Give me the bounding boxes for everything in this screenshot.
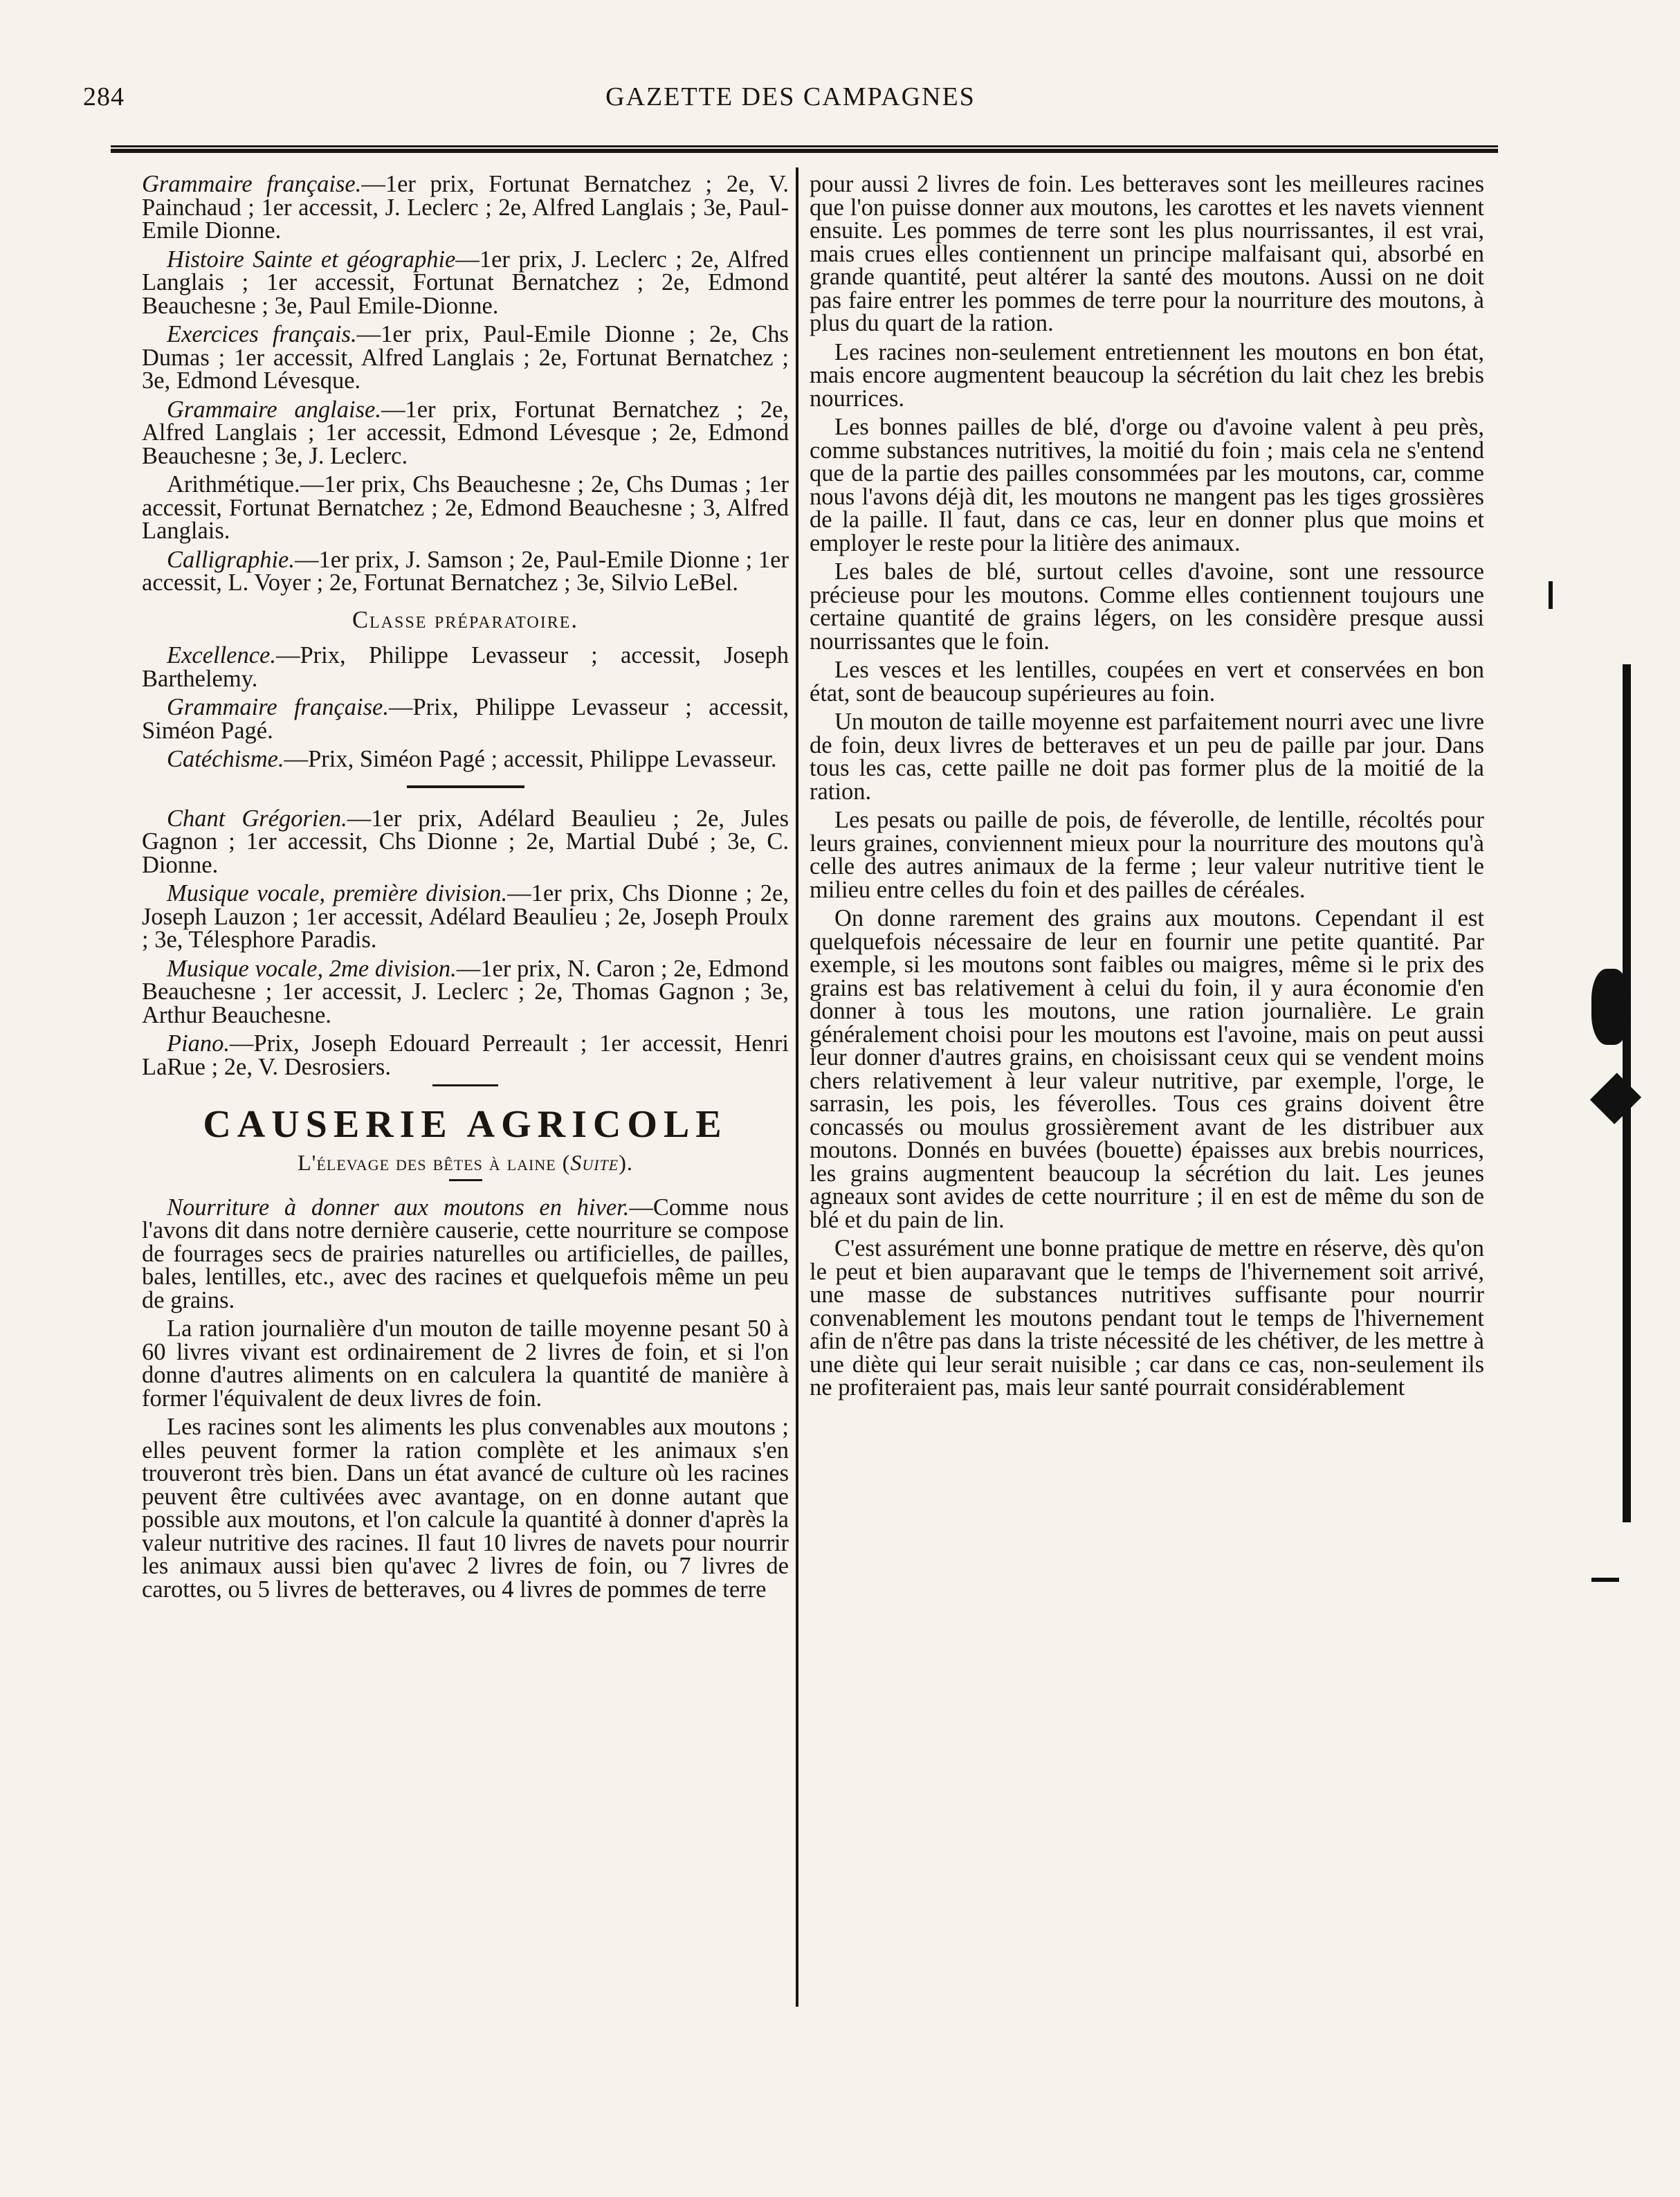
prize-entry: Catéchisme.—Prix, Siméon Pagé ; accessit, Philippe Levasseur. xyxy=(167,746,777,772)
prize-entry: Piano.—Prix, Joseph Edouard Perreault ; 1er accessit, Henri LaRue ; 2e, V. Desrosiers. xyxy=(142,1030,789,1080)
prize-entry: Excellence.—Prix, Philippe Levasseur ; accessit, Joseph Barthelemy. xyxy=(142,642,789,692)
article-paragraph: Un mouton de taille moyenne est parfaitement nourri avec une livre de foin, deux livres de betteraves et un peu de paille par jour. Dans tous les cas, cette paille ne doit pas former plus de la moitié de la ration. xyxy=(810,709,1484,805)
prize-entry: Musique vocale, première division.—1er prix, Chs Dionne ; 2e, Joseph Lauzon ; 1er accessit, Adélard Beaulieu ; 2e, Joseph Proulx ; 3e, Télesphore Paradis. xyxy=(142,880,789,953)
prize-entry: Musique vocale, 2me division.—1er prix, N. Caron ; 2e, Edmond Beauchesne ; 1er accessit, J. Leclerc ; 2e, Thomas Gagnon ; 3e, Arthur Beauchesne. xyxy=(142,955,789,1028)
article-paragraph: On donne rarement des grains aux moutons. Cependant il est quelquefois nécessaire de leur en fournir une petite quantité. Par exemple, si les moutons sont faibles ou maigres, même si le prix des grains est bas relativement à celui du foin, il y aura économie d'en donner à tous les moutons, une ration journalière. Le grain généralement choisi pour les moutons est l'avoine, mais on peut aussi leur donner d'autres grains, en choisissant ceux qui se vendent moins chers relativement à leur valeur nutritive, par exemple, l'orge, le sarrasin, les pois, les féverolles. Tous ces grains doivent être concassés ou moulus grossièrement avant de les distribuer aux moutons. Donnés en buvées (bouette) épaisses aux brebis nourrices, les grains augmentent beaucoup la sécrétion du lait. Les jeunes agneaux sont avides de cette nourriture ; il en est de même du son de blé et du pain de lin. xyxy=(810,905,1484,1233)
article-paragraph: Les vesces et les lentilles, coupées en vert et conservées en bon état, sont de beaucoup supérieures au foin. xyxy=(810,657,1484,706)
ink-blot xyxy=(1590,1073,1641,1124)
article-paragraph: Les bales de blé, surtout celles d'avoine, sont une ressource précieuse pour les moutons. Comme elles contiennent toujours une certaine quantité de grains légers, on les considère presque aussi nourrissantes que le foin. xyxy=(810,558,1484,655)
section-title: CAUSERIE AGRICOLE xyxy=(203,1103,728,1146)
article-paragraph: C'est assurément une bonne pratique de mettre en réserve, dès qu'on le peut et bien auparavant que le temps de l'hivernement soit arrivé, une masse de substances nutritives suffisante pour nourrir convenablement les moutons pendant tout le temps de l'hivernement afin de n'être pas dans la triste nécessité de les chétiver, de les mettre à une diète qui leur serait nuisible ; car dans ce cas, non-seulement ils ne profiteraient pas, mais leur santé pourrait considérablement xyxy=(810,1235,1484,1401)
column-divider xyxy=(796,167,798,2007)
article-paragraph: Nourriture à donner aux moutons en hiver.—Comme nous l'avons dit dans notre dernière causerie, cette nourriture se compose de fourrages secs de prairies naturelles ou artificielles, de pailles, bales, lentilles, etc., avec des racines et quelquefois même un peu de grains. xyxy=(142,1194,789,1313)
page-title: GAZETTE DES CAMPAGNES xyxy=(605,82,976,111)
prize-entry: Histoire Sainte et géographie—1er prix, J. Leclerc ; 2e, Alfred Langlais ; 1er accessit, Fortunat Bernatchez ; 2e, Edmond Beauchesne ; 3e, Paul Emile-Dionne. xyxy=(142,246,789,319)
prize-entry: Grammaire française.—1er prix, Fortunat Bernatchez ; 2e, V. Painchaud ; 1er accessit, J. Leclerc ; 2e, Alfred Langlais ; 3e, Paul-Emile Dionne. xyxy=(142,171,789,244)
section-divider xyxy=(432,1084,498,1086)
article-paragraph: pour aussi 2 livres de foin. Les betteraves sont les meilleures racines que l'on puisse donner aux moutons, les carottes et les navets viennent ensuite. Les pommes de terre sont les plus nourrissantes, il est vrai, mais crues elles contiennent un principe malfaisant qui, absorbé en grande quantité, peut altérer la santé des moutons. Aussi on ne doit pas faire entrer les pommes de terre pour la nourriture des moutons, à plus du quart de la ration. xyxy=(810,171,1484,336)
prize-entry: Grammaire anglaise.—1er prix, Fortunat Bernatchez ; 2e, Alfred Langlais ; 1er accessit, Edmond Lévesque ; 2e, Edmond Beauchesne ; 3e, J. Leclerc. xyxy=(142,396,789,469)
header-rule xyxy=(111,145,1498,153)
article-paragraph: La ration journalière d'un mouton de taille moyenne pesant 50 à 60 livres vivant est ordinairement de 2 livres de foin, et si l'on donne d'autres aliments on en calculera la quantité de manière à former l'équivalent de deux livres de foin. xyxy=(142,1315,789,1412)
ink-mark xyxy=(1591,1578,1619,1582)
prize-entry: Grammaire française.—Prix, Philippe Levasseur ; accessit, Siméon Pagé. xyxy=(142,694,789,744)
article-paragraph: Les racines non-seulement entretiennent les moutons en bon état, mais encore augmentent beaucoup la sécrétion du lait chez les brebis nourrices. xyxy=(810,338,1484,412)
article-paragraph: Les racines sont les aliments les plus convenables aux moutons ; elles peuvent former la ration complète et les animaux s'en trouveront très bien. Dans un état avancé de culture où les racines peuvent être cultivées avec avantage, on en donne autant que possible aux moutons, et l'on calcule la quantité à donner d'après la valeur nutritive des racines. Il faut 10 livres de navets pour nourrir les animaux aussi bien qu'avec 2 livres de foin, ou 7 livres de carottes, ou 5 livres de betteraves, ou 4 livres de pommes de terre xyxy=(142,1414,789,1603)
ink-blot xyxy=(1591,969,1629,1045)
section-subtitle: L'élevage des bêtes à laine (Suite). xyxy=(298,1150,633,1175)
section-divider xyxy=(407,785,524,788)
subtitle-rule xyxy=(449,1179,482,1181)
page-number: 284 xyxy=(83,82,125,111)
prize-entry: Arithmétique.—1er prix, Chs Beauchesne ; 2e, Chs Dumas ; 1er accessit, Fortunat Bernatchez ; 2e, Edmond Beauchesne ; 3, Alfred Langlais. xyxy=(142,471,789,544)
article-paragraph: Les pesats ou paille de pois, de féverolle, de lentille, récoltés pour leurs graines, conviennent mieux pour la nourriture des moutons qu'à celle des autres animaux de la ferme ; leur valeur nutritive tient le milieu entre celles du foin et des pailles de céréales. xyxy=(810,807,1484,903)
class-heading: Classe préparatoire. xyxy=(352,606,578,633)
prize-entry: Calligraphie.—1er prix, J. Samson ; 2e, Paul-Emile Dionne ; 1er accessit, L. Voyer ; 2e, Fortunat Bernatchez ; 3e, Silvio LeBel. xyxy=(142,546,789,596)
right-column xyxy=(810,173,1484,1405)
prize-entry: Exercices français.—1er prix, Paul-Emile Dionne ; 2e, Chs Dumas ; 1er accessit, Alfred Langlais ; 2e, Fortunat Bernatchez ; 3e, Edmond Lévesque. xyxy=(142,321,789,394)
article-paragraph: Les bonnes pailles de blé, d'orge ou d'avoine valent à peu près, comme substances nutritives, la moitié du foin ; mais cela ne s'entend que de la partie des pailles consommées par les moutons, car, comme nous l'avons déjà dit, les moutons ne mangent pas les tiges grossières de la paille. Il faut, dans ce cas, leur en donner plus que moins et employer le reste pour la litière des animaux. xyxy=(810,414,1484,556)
prize-entry: Chant Grégorien.—1er prix, Adélard Beaulieu ; 2e, Jules Gagnon ; 1er accessit, Chs Dionne ; 2e, Martial Dubé ; 3e, C. Dionne. xyxy=(142,805,789,878)
page-header xyxy=(83,82,1498,123)
ink-mark xyxy=(1549,581,1553,609)
left-column xyxy=(142,173,789,1607)
